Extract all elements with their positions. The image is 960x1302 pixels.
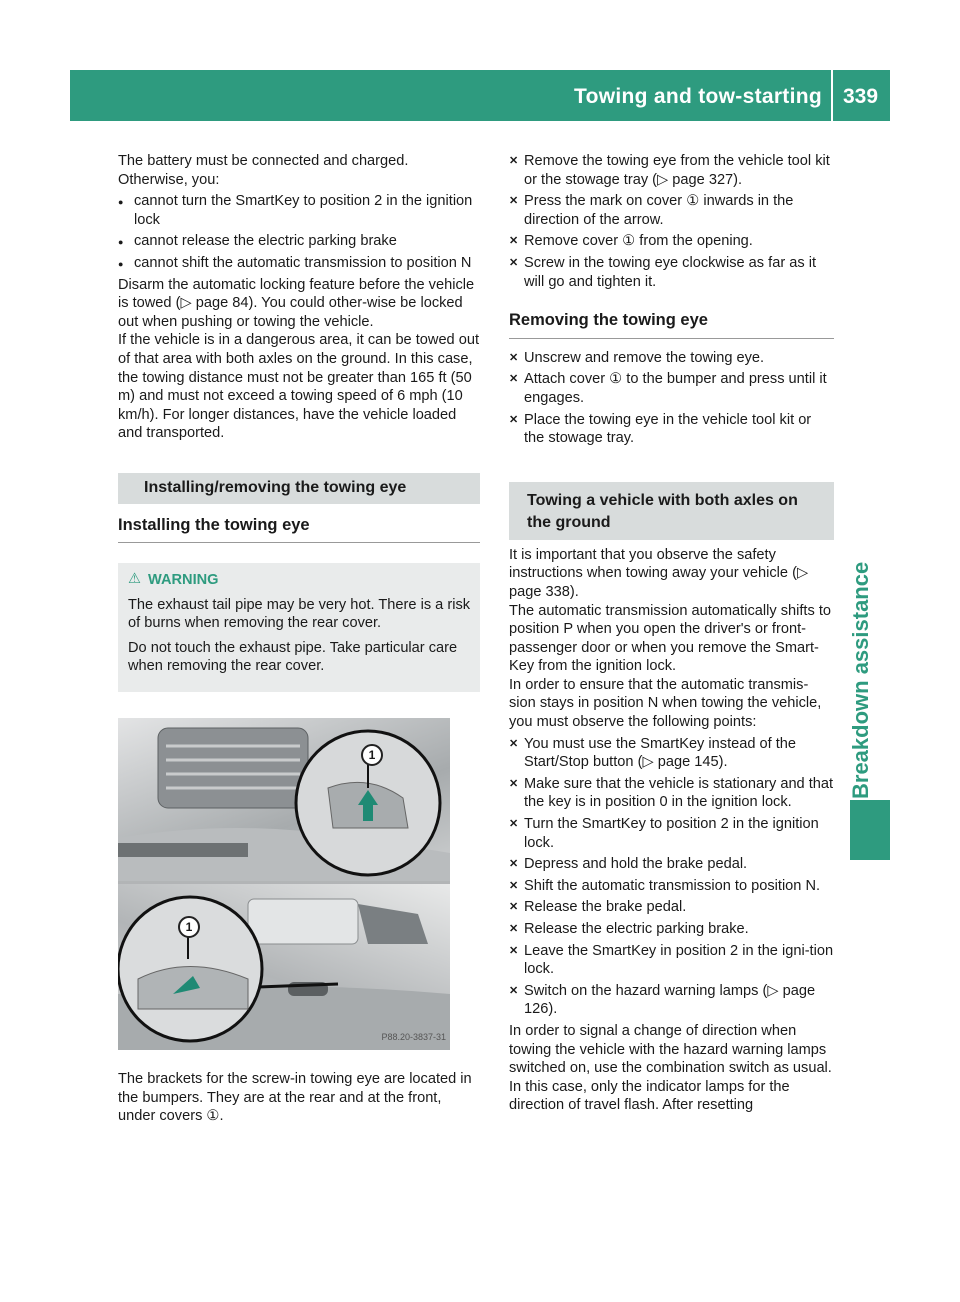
instruction-step: ✕ Leave the SmartKey in position 2 in the igni-tion lock. bbox=[509, 942, 834, 979]
instruction-step: ✕ Make sure that the vehicle is stationary and that the key is in position 0 in the ignition lock. bbox=[509, 775, 834, 812]
intro-paragraph: The battery must be connected and charged. Otherwise, you: bbox=[118, 153, 409, 188]
signal-paragraph: In order to signal a change of direction when towing the vehicle with the hazard warning lamps switched on, use the combination switch as usual. In this case, only the indicator lamps for the direction of travel flash. After resetting bbox=[509, 1022, 832, 1114]
dangerous-area-paragraph: If the vehicle is in a dangerous area, it can be towed out of that area with both axles on the ground. In this case, the towing distance must not be greater than 165 ft (50 m) and must not exceed a towing speed of 6 mph (10 km/h). For longer distances, have the vehicle loaded and transported. bbox=[118, 332, 480, 442]
warning-text: The exhaust tail pipe may be very hot. There is a risk of burns when removing the rear cover. bbox=[128, 596, 471, 632]
left-column bbox=[118, 152, 480, 1126]
section-heading: Installing/removing the towing eye bbox=[118, 473, 480, 504]
front-bumper-drawing bbox=[118, 718, 450, 881]
callout-1: 1 bbox=[178, 916, 200, 938]
callout-1: 1 bbox=[361, 744, 383, 766]
instruction-step: ✕ Unscrew and remove the towing eye. bbox=[509, 349, 834, 368]
instruction-step: ✕ Release the brake pedal. bbox=[509, 898, 834, 917]
figure-code: P88.20-3837-31 bbox=[381, 1032, 446, 1043]
instruction-step: ✕ Press the mark on cover ① inwards in the direction of the arrow. bbox=[509, 192, 834, 229]
instruction-step: ✕ Remove the towing eye from the vehicle tool kit or the stowage tray (▷ page 327). bbox=[509, 152, 834, 189]
instruction-step: ✕ Shift the automatic transmission to position N. bbox=[509, 877, 834, 896]
front-bumper-image bbox=[118, 718, 450, 881]
instruction-step: ✕ Attach cover ① to the bumper and press until it engages. bbox=[509, 370, 834, 407]
bumper-cover-figure bbox=[118, 718, 450, 1050]
safety-paragraph: It is important that you observe the safety instructions when towing away your vehicle (▷ page 338). bbox=[509, 546, 809, 600]
page-number: 339 bbox=[843, 85, 879, 108]
list-item: ● cannot shift the automatic transmission to position N bbox=[118, 254, 480, 273]
instruction-step: ✕ Remove cover ① from the opening. bbox=[509, 232, 834, 251]
rear-bumper-image bbox=[118, 884, 450, 1050]
header-divider bbox=[831, 70, 833, 121]
locking-paragraph: Disarm the automatic locking feature before the vehicle is towed (▷ page 84). You could other-wise be locked out when pushing or towing the vehicle. bbox=[118, 276, 475, 330]
right-column bbox=[509, 152, 834, 1115]
list-item: ● cannot release the electric parking brake bbox=[118, 232, 480, 251]
instruction-step: ✕ Place the towing eye in the vehicle tool kit or the stowage tray. bbox=[509, 411, 834, 448]
instruction-step: ✕ Depress and hold the brake pedal. bbox=[509, 855, 834, 874]
warning-box bbox=[118, 563, 480, 692]
list-item: ● cannot turn the SmartKey to position 2 in the ignition lock bbox=[118, 192, 480, 229]
subsection-heading: Installing the towing eye bbox=[118, 516, 480, 544]
figure-caption: The brackets for the screw-in towing eye are located in the bumpers. They are at the rear and at the front, under covers ①. bbox=[118, 1071, 472, 1125]
rear-bumper-drawing bbox=[118, 884, 450, 1050]
stay-neutral-paragraph: In order to ensure that the automatic transmis-sion stays in position N when towing the vehicle, you must observe the following points: bbox=[509, 676, 822, 731]
page-header-title: Towing and tow-starting bbox=[574, 85, 822, 108]
warning-text: Do not touch the exhaust pipe. Take particular care when removing the rear cover. bbox=[128, 639, 458, 675]
instruction-step: ✕ You must use the SmartKey instead of the Start/Stop button (▷ page 145). bbox=[509, 735, 834, 772]
instruction-step: ✕ Screw in the towing eye clockwise as far as it will go and tighten it. bbox=[509, 254, 834, 291]
instruction-step: ✕ Release the electric parking brake. bbox=[509, 920, 834, 939]
side-tab-label: Breakdown assistance bbox=[848, 561, 873, 799]
subsection-heading: Removing the towing eye bbox=[509, 311, 834, 339]
section-heading: Towing a vehicle with both axles on the ground bbox=[509, 482, 834, 540]
instruction-step: ✕ Turn the SmartKey to position 2 in the ignition lock. bbox=[509, 815, 834, 852]
auto-shift-paragraph: The automatic transmission automatically shifts to position P when you open the driver's or front-passenger door or when you remove the Smart-Key from the ignition lock. bbox=[509, 602, 832, 675]
warning-title: ⚠ WARNING bbox=[128, 571, 472, 590]
instruction-step: ✕ Switch on the hazard warning lamps (▷ page 126). bbox=[509, 982, 834, 1019]
